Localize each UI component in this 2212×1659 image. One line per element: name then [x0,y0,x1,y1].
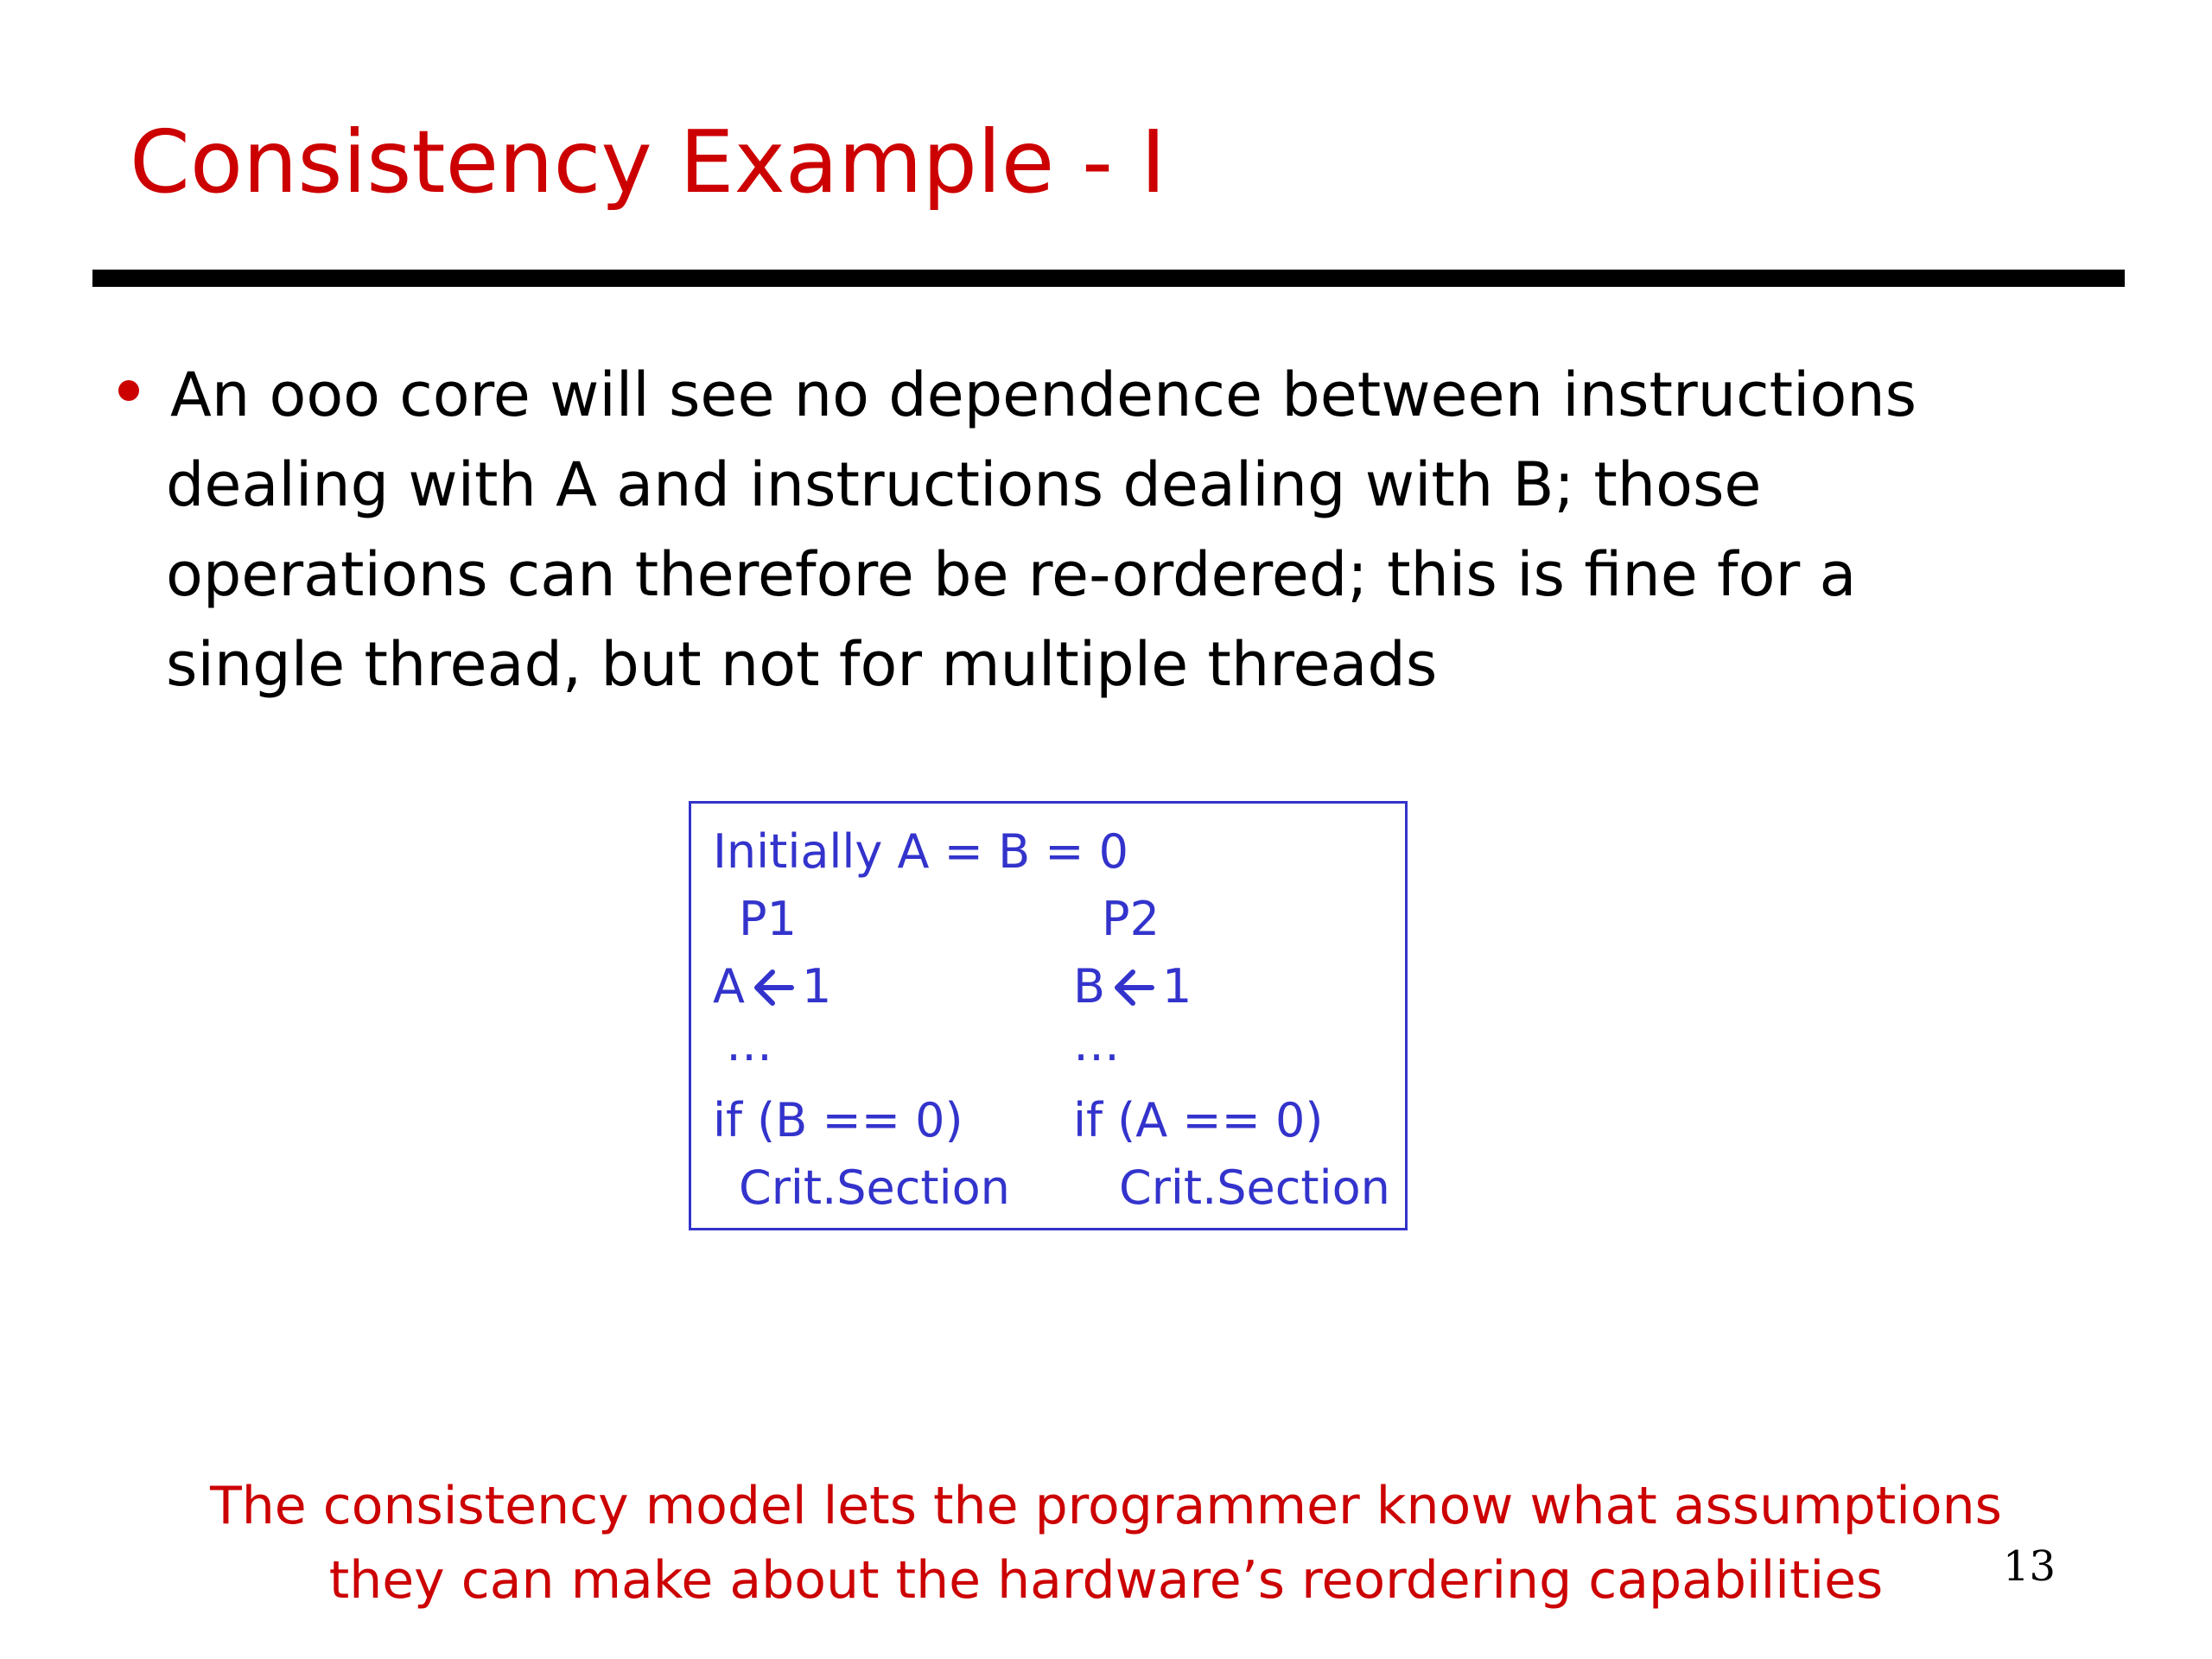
p1-assign-var: A [713,959,745,1014]
footer-note-line-1: The consistency model lets the programmer know what assumptions [210,1476,2002,1536]
footer-note [138,1469,2074,1618]
bullet-icon [118,380,139,401]
p2-ellipsis: … [1073,1017,1120,1071]
p1-header: P1 [739,892,797,946]
bullet-text-line-2: dealing with A and instructions dealing with B; those [166,449,1762,520]
p1-assign-val: 1 [801,959,832,1014]
p1-condition: if (B == 0) [713,1093,963,1147]
p1-ellipsis: … [726,1017,772,1071]
p2-assign-val: 1 [1162,959,1192,1014]
initial-condition: Initially A = B = 0 [713,824,1129,879]
title-divider [92,270,2125,287]
code-example-box [689,801,1408,1230]
p2-critical-section: Crit.Section [1119,1160,1390,1215]
p2-assign-var: B [1073,959,1106,1014]
p1-critical-section: Crit.Section [739,1160,1010,1215]
footer-note-line-2: they can make about the hardware’s reordering capabilities [328,1550,1884,1611]
p2-header: P2 [1102,892,1160,946]
bullet-text-line-3: operations can therefore be re-ordered; this is fine for a [166,539,1857,610]
p2-condition: if (A == 0) [1073,1093,1324,1147]
page-number: 13 [2003,1542,2056,1591]
slide-title: Consistency Example - I [130,111,1166,213]
bullet-text-line-1: An ooo core will see no dependence between instructions [170,359,1917,430]
bullet-text-line-4: single thread, but not for multiple threads [166,629,1438,700]
